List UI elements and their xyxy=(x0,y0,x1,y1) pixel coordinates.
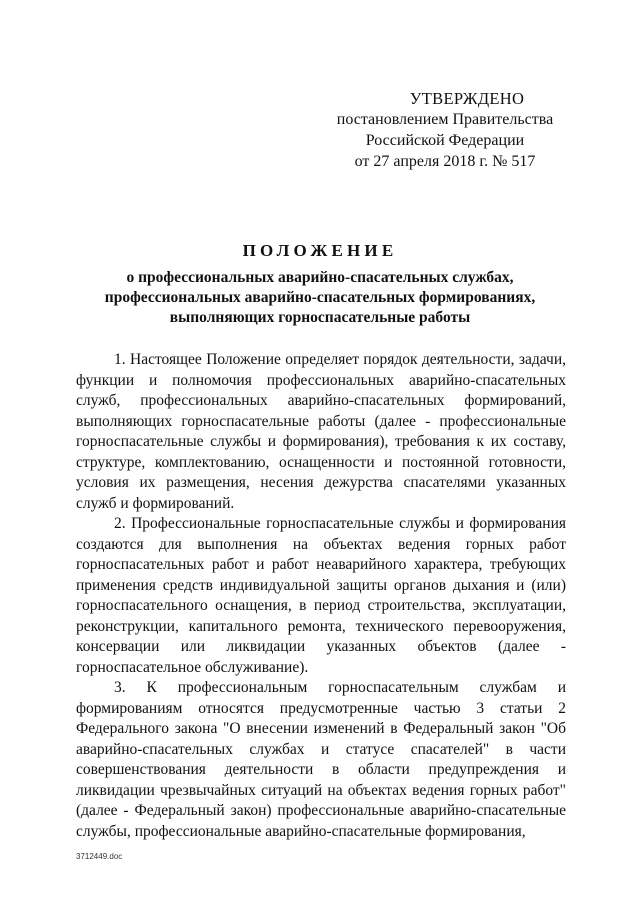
document-body xyxy=(76,350,566,842)
approval-title: УТВЕРЖДЕНО xyxy=(409,89,525,108)
file-reference: 3712449.doc xyxy=(76,852,123,861)
title-block xyxy=(60,240,580,328)
approval-stamp xyxy=(300,88,590,172)
paragraph-3: 3. К профессиональным горноспасательным службам и формированиям относятся предусмотренные частью 3 статьи 2 Федерального закона "О внесении изменений в Федеральный закон "Об аварийно-спасательных службах и статусе спасателей" в части совершенствования деятельности в области предупреждения и ликвидации чрезвычайных ситуаций на объектах ведения горных работ" (далее - Федеральный закон) профессиональные аварийно-спасательные службы, профессиональные аварийно-спасательные формирования, xyxy=(76,679,566,840)
subtitle-line-3: выполняющих горноспасательные работы xyxy=(169,309,471,326)
paragraph-2: 2. Профессиональные горноспасательные службы и формирования создаются для выполнения на объектах ведения горных работ горноспасательных работ и работ неаварийного характера, требующих применения средств индивидуальной защиты органов дыхания и (или) горноспасательного оснащения, в период строительства, эксплуатации, реконструкции, капитального ремонта, технического перевооружения, консервации или ликвидации указанных объектов (далее - горноспасательное обслуживание). xyxy=(76,515,566,676)
paragraph-1: 1. Настоящее Положение определяет порядок деятельности, задачи, функции и полномочия профессиональных аварийно-спасательных служб, профессиональных аварийно-спасательных формирований, выполняющих горноспасательные работы (далее - профессиональные горноспасательные службы и формирования), требования к их составу, структуре, комплектованию, оснащенности и постоянной готовности, условия их размещения, несения дежурства спасателями указанных служб и формирований. xyxy=(76,351,566,512)
approval-line-1: постановлением Правительства xyxy=(336,111,554,128)
approval-line-3: от 27 апреля 2018 г. № 517 xyxy=(354,153,536,170)
subtitle-line-2: профессиональных аварийно-спасательных формированиях, xyxy=(104,289,536,306)
approval-line-2: Российской Федерации xyxy=(365,132,525,149)
document-title: ПОЛОЖЕНИЕ xyxy=(242,241,398,260)
subtitle-line-1: о профессиональных аварийно-спасательных службах, xyxy=(126,269,514,286)
document-subtitle xyxy=(60,268,580,328)
